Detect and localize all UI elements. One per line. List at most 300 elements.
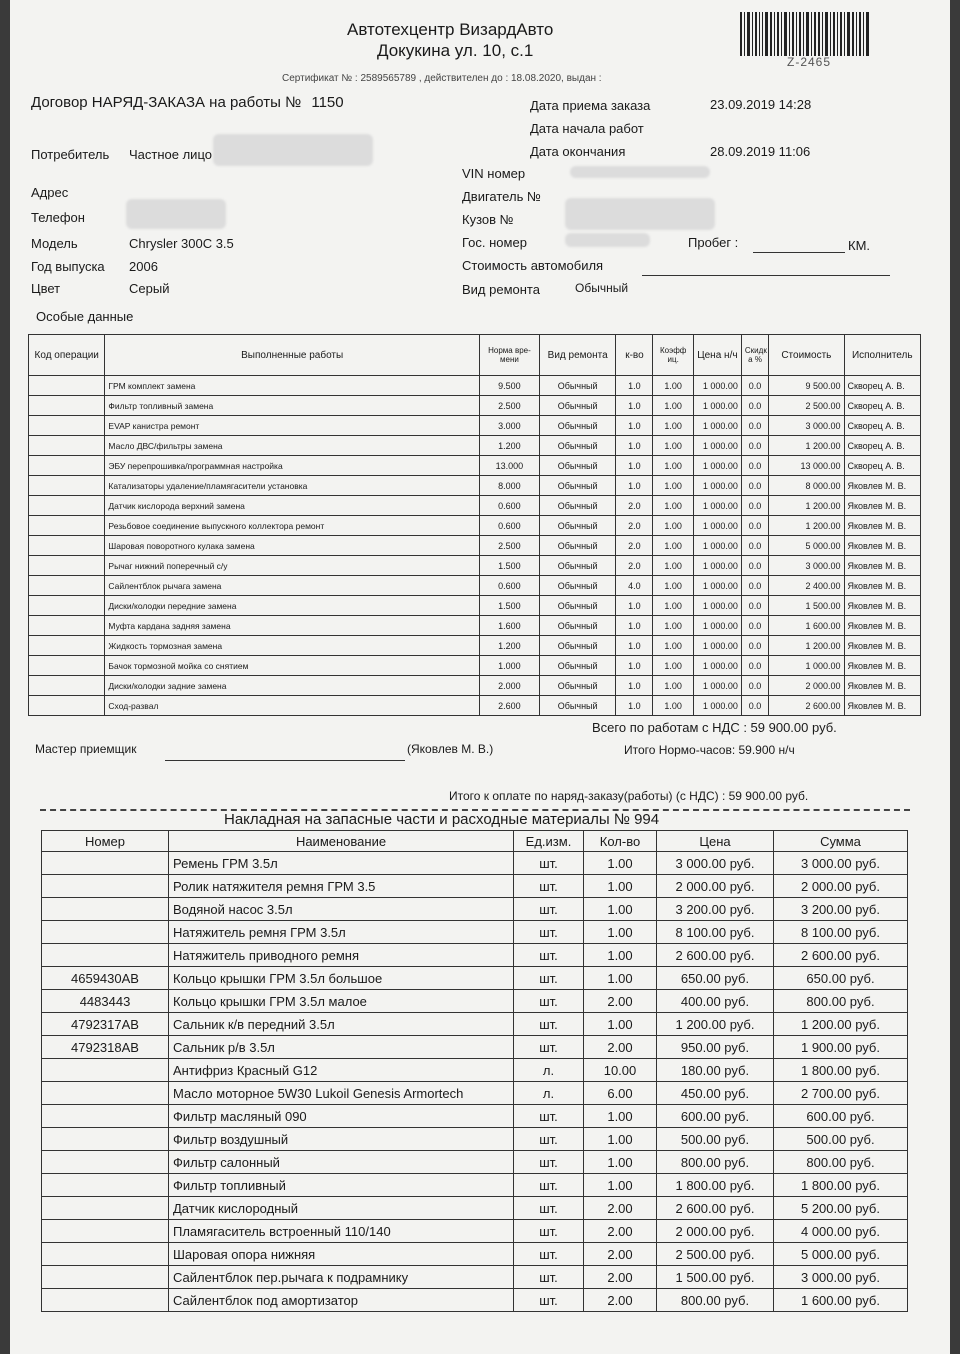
works-cell: 1.00 (653, 536, 693, 556)
parts-cell (42, 1243, 169, 1266)
works-cell: ЭБУ перепрошивка/программная настройка (105, 456, 479, 476)
works-cell: Обычный (539, 396, 615, 416)
parts-cell: 1 900.00 руб. (774, 1036, 908, 1059)
parts-row (42, 990, 908, 1013)
works-cell: Яковлев М. В. (844, 596, 920, 616)
parts-cell: Натяжитель приводного ремня (169, 944, 514, 967)
works-cell: 1.0 (616, 456, 653, 476)
parts-cell: 8 100.00 руб. (774, 921, 908, 944)
parts-cell: 4792317AB (42, 1013, 169, 1036)
works-cell: Яковлев М. В. (844, 696, 920, 716)
works-cell: Скворец А. В. (844, 396, 920, 416)
works-cell: 1.00 (653, 496, 693, 516)
works-cell: 0.0 (741, 556, 768, 576)
works-cell: 1 000.00 (693, 556, 741, 576)
works-cell (29, 476, 105, 496)
parts-cell: Шаровая опора нижняя (169, 1243, 514, 1266)
parts-cell: 2.00 (584, 1036, 657, 1059)
parts-cell: шт. (514, 1151, 584, 1174)
works-cell: 1.00 (653, 616, 693, 636)
car-cost-label: Стоимость автомобиля (462, 258, 604, 273)
body-label: Кузов № (462, 212, 514, 227)
parts-header-cell: Ед.изм. (514, 831, 584, 852)
works-cell: 0.0 (741, 496, 768, 516)
works-cell: 0.0 (741, 416, 768, 436)
works-cell: 0.0 (741, 516, 768, 536)
parts-cell: шт. (514, 990, 584, 1013)
year-value: 2006 (129, 259, 158, 274)
works-cell (29, 536, 105, 556)
works-cell: 0.0 (741, 436, 768, 456)
parts-cell (42, 1151, 169, 1174)
works-cell: 1 000.00 (693, 676, 741, 696)
works-cell: ГРМ комплект замена (105, 376, 479, 396)
parts-row (42, 1151, 908, 1174)
works-cell: 1.000 (479, 656, 539, 676)
parts-cell: Антифриз Красный G12 (169, 1059, 514, 1082)
parts-cell: 1.00 (584, 875, 657, 898)
parts-cell: Фильтр масляный 090 (169, 1105, 514, 1128)
parts-cell: 3 200.00 руб. (657, 898, 774, 921)
works-cell: 1.00 (653, 636, 693, 656)
works-cell: Обычный (539, 436, 615, 456)
works-cell: Обычный (539, 696, 615, 716)
parts-cell: 2 000.00 руб. (774, 875, 908, 898)
parts-cell: шт. (514, 1013, 584, 1036)
works-cell: 2.600 (479, 696, 539, 716)
works-cell: 0.0 (741, 636, 768, 656)
redacted-plate (565, 233, 650, 247)
works-row (29, 536, 921, 556)
works-row (29, 436, 921, 456)
parts-cell: 1.00 (584, 944, 657, 967)
works-cell: 1.00 (653, 576, 693, 596)
works-cell (29, 656, 105, 676)
works-cell: Обычный (539, 516, 615, 536)
works-cell: 1.0 (616, 416, 653, 436)
works-cell: Обычный (539, 656, 615, 676)
works-cell: Обычный (539, 616, 615, 636)
works-cell: 1 500.00 (769, 596, 844, 616)
parts-cell: 3 000.00 руб. (774, 852, 908, 875)
works-cell: 13.000 (479, 456, 539, 476)
works-row (29, 476, 921, 496)
parts-cell: 5 000.00 руб. (774, 1243, 908, 1266)
works-cell: Яковлев М. В. (844, 676, 920, 696)
certificate-line: Сертификат № : 2589565789 , действителен до : 18.08.2020, выдан : (282, 73, 602, 84)
parts-cell (42, 1220, 169, 1243)
parts-row (42, 852, 908, 875)
works-cell: Обычный (539, 676, 615, 696)
works-cell: 0.0 (741, 656, 768, 676)
parts-cell: шт. (514, 1289, 584, 1312)
works-cell (29, 636, 105, 656)
works-cell: Обычный (539, 576, 615, 596)
works-cell: 0.0 (741, 696, 768, 716)
works-cell: 1.200 (479, 436, 539, 456)
works-cell: Скворец А. В. (844, 416, 920, 436)
order-title (31, 94, 344, 111)
works-cell: 1.00 (653, 416, 693, 436)
parts-cell (42, 921, 169, 944)
parts-cell: 800.00 руб. (774, 1151, 908, 1174)
works-cell: 1.00 (653, 556, 693, 576)
works-cell: 0.0 (741, 396, 768, 416)
works-cell: 2.0 (616, 496, 653, 516)
parts-cell: 3 200.00 руб. (774, 898, 908, 921)
works-cell: 1.500 (479, 556, 539, 576)
parts-header-cell: Наименование (169, 831, 514, 852)
works-cell: 3 000.00 (769, 556, 844, 576)
parts-cell: 1.00 (584, 967, 657, 990)
parts-cell: 800.00 руб. (657, 1151, 774, 1174)
parts-row (42, 921, 908, 944)
works-cell: 1.00 (653, 696, 693, 716)
parts-cell: 1.00 (584, 1151, 657, 1174)
works-cell: 0.0 (741, 456, 768, 476)
parts-cell (42, 944, 169, 967)
works-cell: 3.000 (479, 416, 539, 436)
parts-cell: 2 000.00 руб. (657, 875, 774, 898)
parts-cell: 4 000.00 руб. (774, 1220, 908, 1243)
works-cell: Яковлев М. В. (844, 496, 920, 516)
redacted-consumer (213, 134, 373, 166)
year-label: Год выпуска (31, 259, 105, 274)
parts-cell: 2 600.00 руб. (774, 944, 908, 967)
works-cell: Масло ДВС/фильтры замена (105, 436, 479, 456)
date-received: 23.09.2019 14:28 (710, 97, 812, 112)
mileage-unit: КМ. (848, 238, 871, 253)
works-cell: 1 000.00 (693, 456, 741, 476)
parts-cell: 2 600.00 руб. (657, 944, 774, 967)
works-cell: Яковлев М. В. (844, 656, 920, 676)
works-cell: Фильтр топливный замена (105, 396, 479, 416)
total-hours: Итого Нормо-часов: 59.900 н/ч (624, 743, 795, 757)
works-cell: 2.0 (616, 536, 653, 556)
works-cell (29, 516, 105, 536)
works-cell: 1 200.00 (769, 636, 844, 656)
works-cell: 1.0 (616, 656, 653, 676)
special-data-label: Особые данные (36, 309, 134, 324)
master-name: (Яковлев М. В.) (407, 742, 494, 756)
parts-cell: шт. (514, 1105, 584, 1128)
parts-row (42, 1105, 908, 1128)
works-cell: 1.0 (616, 436, 653, 456)
parts-cell (42, 1197, 169, 1220)
parts-cell: 1.00 (584, 1013, 657, 1036)
parts-cell: 600.00 руб. (657, 1105, 774, 1128)
company-address: Докукина ул. 10, с.1 (377, 41, 534, 60)
parts-cell: Пламягаситель встроенный 110/140 (169, 1220, 514, 1243)
works-row (29, 496, 921, 516)
parts-cell: 500.00 руб. (657, 1128, 774, 1151)
works-cell: 1.00 (653, 456, 693, 476)
parts-cell: 1 800.00 руб. (774, 1059, 908, 1082)
works-cell: Яковлев М. В. (844, 576, 920, 596)
parts-cell: 6.00 (584, 1082, 657, 1105)
works-cell: 1 000.00 (693, 416, 741, 436)
works-cell: 1 000.00 (693, 696, 741, 716)
works-header-cell: Цена н/ч (693, 335, 741, 376)
works-cell: Диски/колодки задние замена (105, 676, 479, 696)
parts-cell: шт. (514, 967, 584, 990)
parts-cell: шт. (514, 944, 584, 967)
parts-cell (42, 852, 169, 875)
works-cell (29, 496, 105, 516)
works-row (29, 516, 921, 536)
parts-cell: Сальник к/в передний 3.5л (169, 1013, 514, 1036)
works-cell: 1 000.00 (693, 536, 741, 556)
works-cell: Обычный (539, 596, 615, 616)
parts-header-cell: Номер (42, 831, 169, 852)
parts-cell: 3 000.00 руб. (657, 852, 774, 875)
works-cell: 8 000.00 (769, 476, 844, 496)
date-received-label: Дата приема заказа (530, 98, 651, 113)
consumer-value: Частное лицо (129, 147, 212, 162)
works-row (29, 636, 921, 656)
works-header-cell: Выполненные работы (105, 335, 479, 376)
works-cell: Скворец А. В. (844, 376, 920, 396)
works-row (29, 556, 921, 576)
parts-cell: 2.00 (584, 1220, 657, 1243)
consumer-label: Потребитель (31, 147, 110, 162)
parts-cell (42, 1289, 169, 1312)
parts-cell: шт. (514, 898, 584, 921)
parts-row (42, 898, 908, 921)
works-cell: 1 200.00 (769, 516, 844, 536)
parts-table (41, 830, 908, 1312)
parts-cell: 1.00 (584, 852, 657, 875)
works-cell: 9 500.00 (769, 376, 844, 396)
parts-cell: 1.00 (584, 921, 657, 944)
works-cell: 1 000.00 (693, 436, 741, 456)
works-cell: 0.0 (741, 596, 768, 616)
order-number: 1150 (311, 94, 344, 111)
date-end-label: Дата окончания (530, 144, 626, 159)
vin-label: VIN номер (462, 166, 526, 181)
master-label: Мастер приемщик (35, 742, 137, 756)
works-cell: Обычный (539, 376, 615, 396)
works-cell (29, 596, 105, 616)
parts-header-cell: Кол-во (584, 831, 657, 852)
works-cell: 1 000.00 (693, 476, 741, 496)
parts-cell: Кольцо крышки ГРМ 3.5л малое (169, 990, 514, 1013)
works-cell: 1 000.00 (693, 396, 741, 416)
parts-cell: 180.00 руб. (657, 1059, 774, 1082)
works-cell: 1.00 (653, 396, 693, 416)
invoice-page (10, 0, 950, 1354)
works-header-cell: Вид ремонта (539, 335, 615, 376)
works-cell: 0.0 (741, 536, 768, 556)
works-cell: 1 000.00 (693, 616, 741, 636)
works-cell: 1.0 (616, 596, 653, 616)
plate-label: Гос. номер (462, 235, 527, 250)
parts-cell: л. (514, 1082, 584, 1105)
parts-header-row (42, 831, 908, 852)
works-cell: 1 000.00 (693, 596, 741, 616)
parts-cell: Ремень ГРМ 3.5л (169, 852, 514, 875)
works-cell: 3 000.00 (769, 416, 844, 436)
works-cell: 0.600 (479, 496, 539, 516)
works-cell: Яковлев М. В. (844, 536, 920, 556)
parts-cell: шт. (514, 1220, 584, 1243)
parts-cell (42, 1174, 169, 1197)
date-start-label: Дата начала работ (530, 121, 644, 136)
engine-label: Двигатель № (462, 189, 541, 204)
works-row (29, 656, 921, 676)
works-cell: Диски/колодки передние замена (105, 596, 479, 616)
works-cell: Яковлев М. В. (844, 616, 920, 636)
parts-cell: Сальник р/в 3.5л (169, 1036, 514, 1059)
works-cell: 2 400.00 (769, 576, 844, 596)
parts-row (42, 1266, 908, 1289)
parts-cell: 2.00 (584, 1289, 657, 1312)
works-cell: Обычный (539, 636, 615, 656)
works-cell: 1 000.00 (693, 636, 741, 656)
parts-cell: Сайлентблок пер.рычага к подрамнику (169, 1266, 514, 1289)
parts-cell: 500.00 руб. (774, 1128, 908, 1151)
parts-header-cell: Цена (657, 831, 774, 852)
works-cell: Скворец А. В. (844, 456, 920, 476)
works-cell: Яковлев М. В. (844, 636, 920, 656)
parts-cell (42, 1128, 169, 1151)
parts-title: Накладная на запасные части и расходные материалы № 994 (224, 811, 660, 828)
model-value: Chrysler 300C 3.5 (129, 236, 234, 251)
works-row (29, 696, 921, 716)
parts-cell: 1 600.00 руб. (774, 1289, 908, 1312)
works-cell (29, 556, 105, 576)
parts-cell: шт. (514, 1243, 584, 1266)
works-cell (29, 576, 105, 596)
works-cell: 2.0 (616, 556, 653, 576)
works-cell: 1 200.00 (769, 436, 844, 456)
parts-cell: 800.00 руб. (774, 990, 908, 1013)
works-cell: 2.500 (479, 396, 539, 416)
parts-cell: 2.00 (584, 990, 657, 1013)
works-row (29, 456, 921, 476)
parts-cell: шт. (514, 1128, 584, 1151)
works-cell: Обычный (539, 456, 615, 476)
parts-row (42, 1036, 908, 1059)
works-cell: Муфта кардана задняя замена (105, 616, 479, 636)
parts-cell: Фильтр салонный (169, 1151, 514, 1174)
works-cell: 2 600.00 (769, 696, 844, 716)
parts-row (42, 1243, 908, 1266)
works-cell: 1 000.00 (693, 576, 741, 596)
parts-cell: Водяной насос 3.5л (169, 898, 514, 921)
works-header-cell: Исполнитель (844, 335, 920, 376)
parts-cell (42, 875, 169, 898)
works-cell: Сход-развал (105, 696, 479, 716)
works-header-cell: Коэфф иц. (653, 335, 693, 376)
total-payment: Итого к оплате по наряд-заказу(работы) (с НДС) : 59 900.00 руб. (449, 789, 809, 803)
parts-cell: 4659430AB (42, 967, 169, 990)
parts-cell: 1 800.00 руб. (657, 1174, 774, 1197)
parts-cell: 1 500.00 руб. (657, 1266, 774, 1289)
company-name: Автотехцентр ВизардАвто (347, 20, 554, 39)
parts-cell: шт. (514, 1174, 584, 1197)
works-cell: 9.500 (479, 376, 539, 396)
parts-cell: Фильтр топливный (169, 1174, 514, 1197)
works-header-cell: к-во (616, 335, 653, 376)
works-header-cell: Скидк а % (741, 335, 768, 376)
parts-cell: 1 800.00 руб. (774, 1174, 908, 1197)
parts-cell: Ролик натяжителя ремня ГРМ 3.5 (169, 875, 514, 898)
redacted-phone (126, 199, 226, 229)
works-cell: 1.00 (653, 596, 693, 616)
model-label: Модель (31, 236, 78, 251)
works-cell: 1.0 (616, 636, 653, 656)
mileage-label: Пробег : (688, 235, 739, 250)
parts-cell: Натяжитель ремня ГРМ 3.5л (169, 921, 514, 944)
date-end: 28.09.2019 11:06 (710, 144, 811, 159)
parts-cell: 2.00 (584, 1197, 657, 1220)
parts-cell: шт. (514, 1197, 584, 1220)
works-cell: 0.0 (741, 576, 768, 596)
works-cell: 13 000.00 (769, 456, 844, 476)
works-cell: 0.600 (479, 576, 539, 596)
parts-cell: шт. (514, 875, 584, 898)
works-cell: 1.0 (616, 376, 653, 396)
parts-cell: шт. (514, 1266, 584, 1289)
works-cell: 1.00 (653, 676, 693, 696)
parts-cell (42, 1059, 169, 1082)
redacted-body (565, 198, 715, 230)
parts-cell: 400.00 руб. (657, 990, 774, 1013)
parts-cell: 2 600.00 руб. (657, 1197, 774, 1220)
works-cell: Яковлев М. В. (844, 516, 920, 536)
parts-row (42, 1289, 908, 1312)
works-cell: 2 000.00 (769, 676, 844, 696)
barcode (740, 12, 871, 56)
works-cell: 5 000.00 (769, 536, 844, 556)
works-cell: Яковлев М. В. (844, 556, 920, 576)
parts-cell: 2 000.00 руб. (657, 1220, 774, 1243)
works-cell: Шаровая поворотного кулака замена (105, 536, 479, 556)
works-cell (29, 416, 105, 436)
parts-cell: Фильтр воздушный (169, 1128, 514, 1151)
works-cell: 2.0 (616, 516, 653, 536)
address-label: Адрес (31, 185, 69, 200)
works-cell: Обычный (539, 416, 615, 436)
works-cell: 1 000.00 (693, 496, 741, 516)
works-cell: Обычный (539, 536, 615, 556)
works-cell (29, 376, 105, 396)
parts-cell: Масло моторное 5W30 Lukoil Genesis Armortech (169, 1082, 514, 1105)
works-cell (29, 456, 105, 476)
works-cell: 1.600 (479, 616, 539, 636)
parts-cell: 8 100.00 руб. (657, 921, 774, 944)
parts-cell: 2.00 (584, 1266, 657, 1289)
parts-header-cell: Сумма (774, 831, 908, 852)
works-cell: 1.00 (653, 476, 693, 496)
parts-row (42, 944, 908, 967)
works-cell: EVAP канистра ремонт (105, 416, 479, 436)
parts-cell: 1 200.00 руб. (657, 1013, 774, 1036)
works-row (29, 416, 921, 436)
order-title-prefix: Договор НАРЯД-ЗАКАЗА на работы № (31, 94, 302, 111)
works-cell (29, 436, 105, 456)
works-cell: 1 000.00 (693, 656, 741, 676)
works-cell: 1.0 (616, 696, 653, 716)
works-cell: Жидкость тормозная замена (105, 636, 479, 656)
works-cell: Датчик кислорода верхний замена (105, 496, 479, 516)
parts-cell: шт. (514, 852, 584, 875)
parts-cell: шт. (514, 1036, 584, 1059)
works-cell: 2.000 (479, 676, 539, 696)
barcode-code: Z-2465 (787, 55, 832, 69)
parts-cell: 3 000.00 руб. (774, 1266, 908, 1289)
